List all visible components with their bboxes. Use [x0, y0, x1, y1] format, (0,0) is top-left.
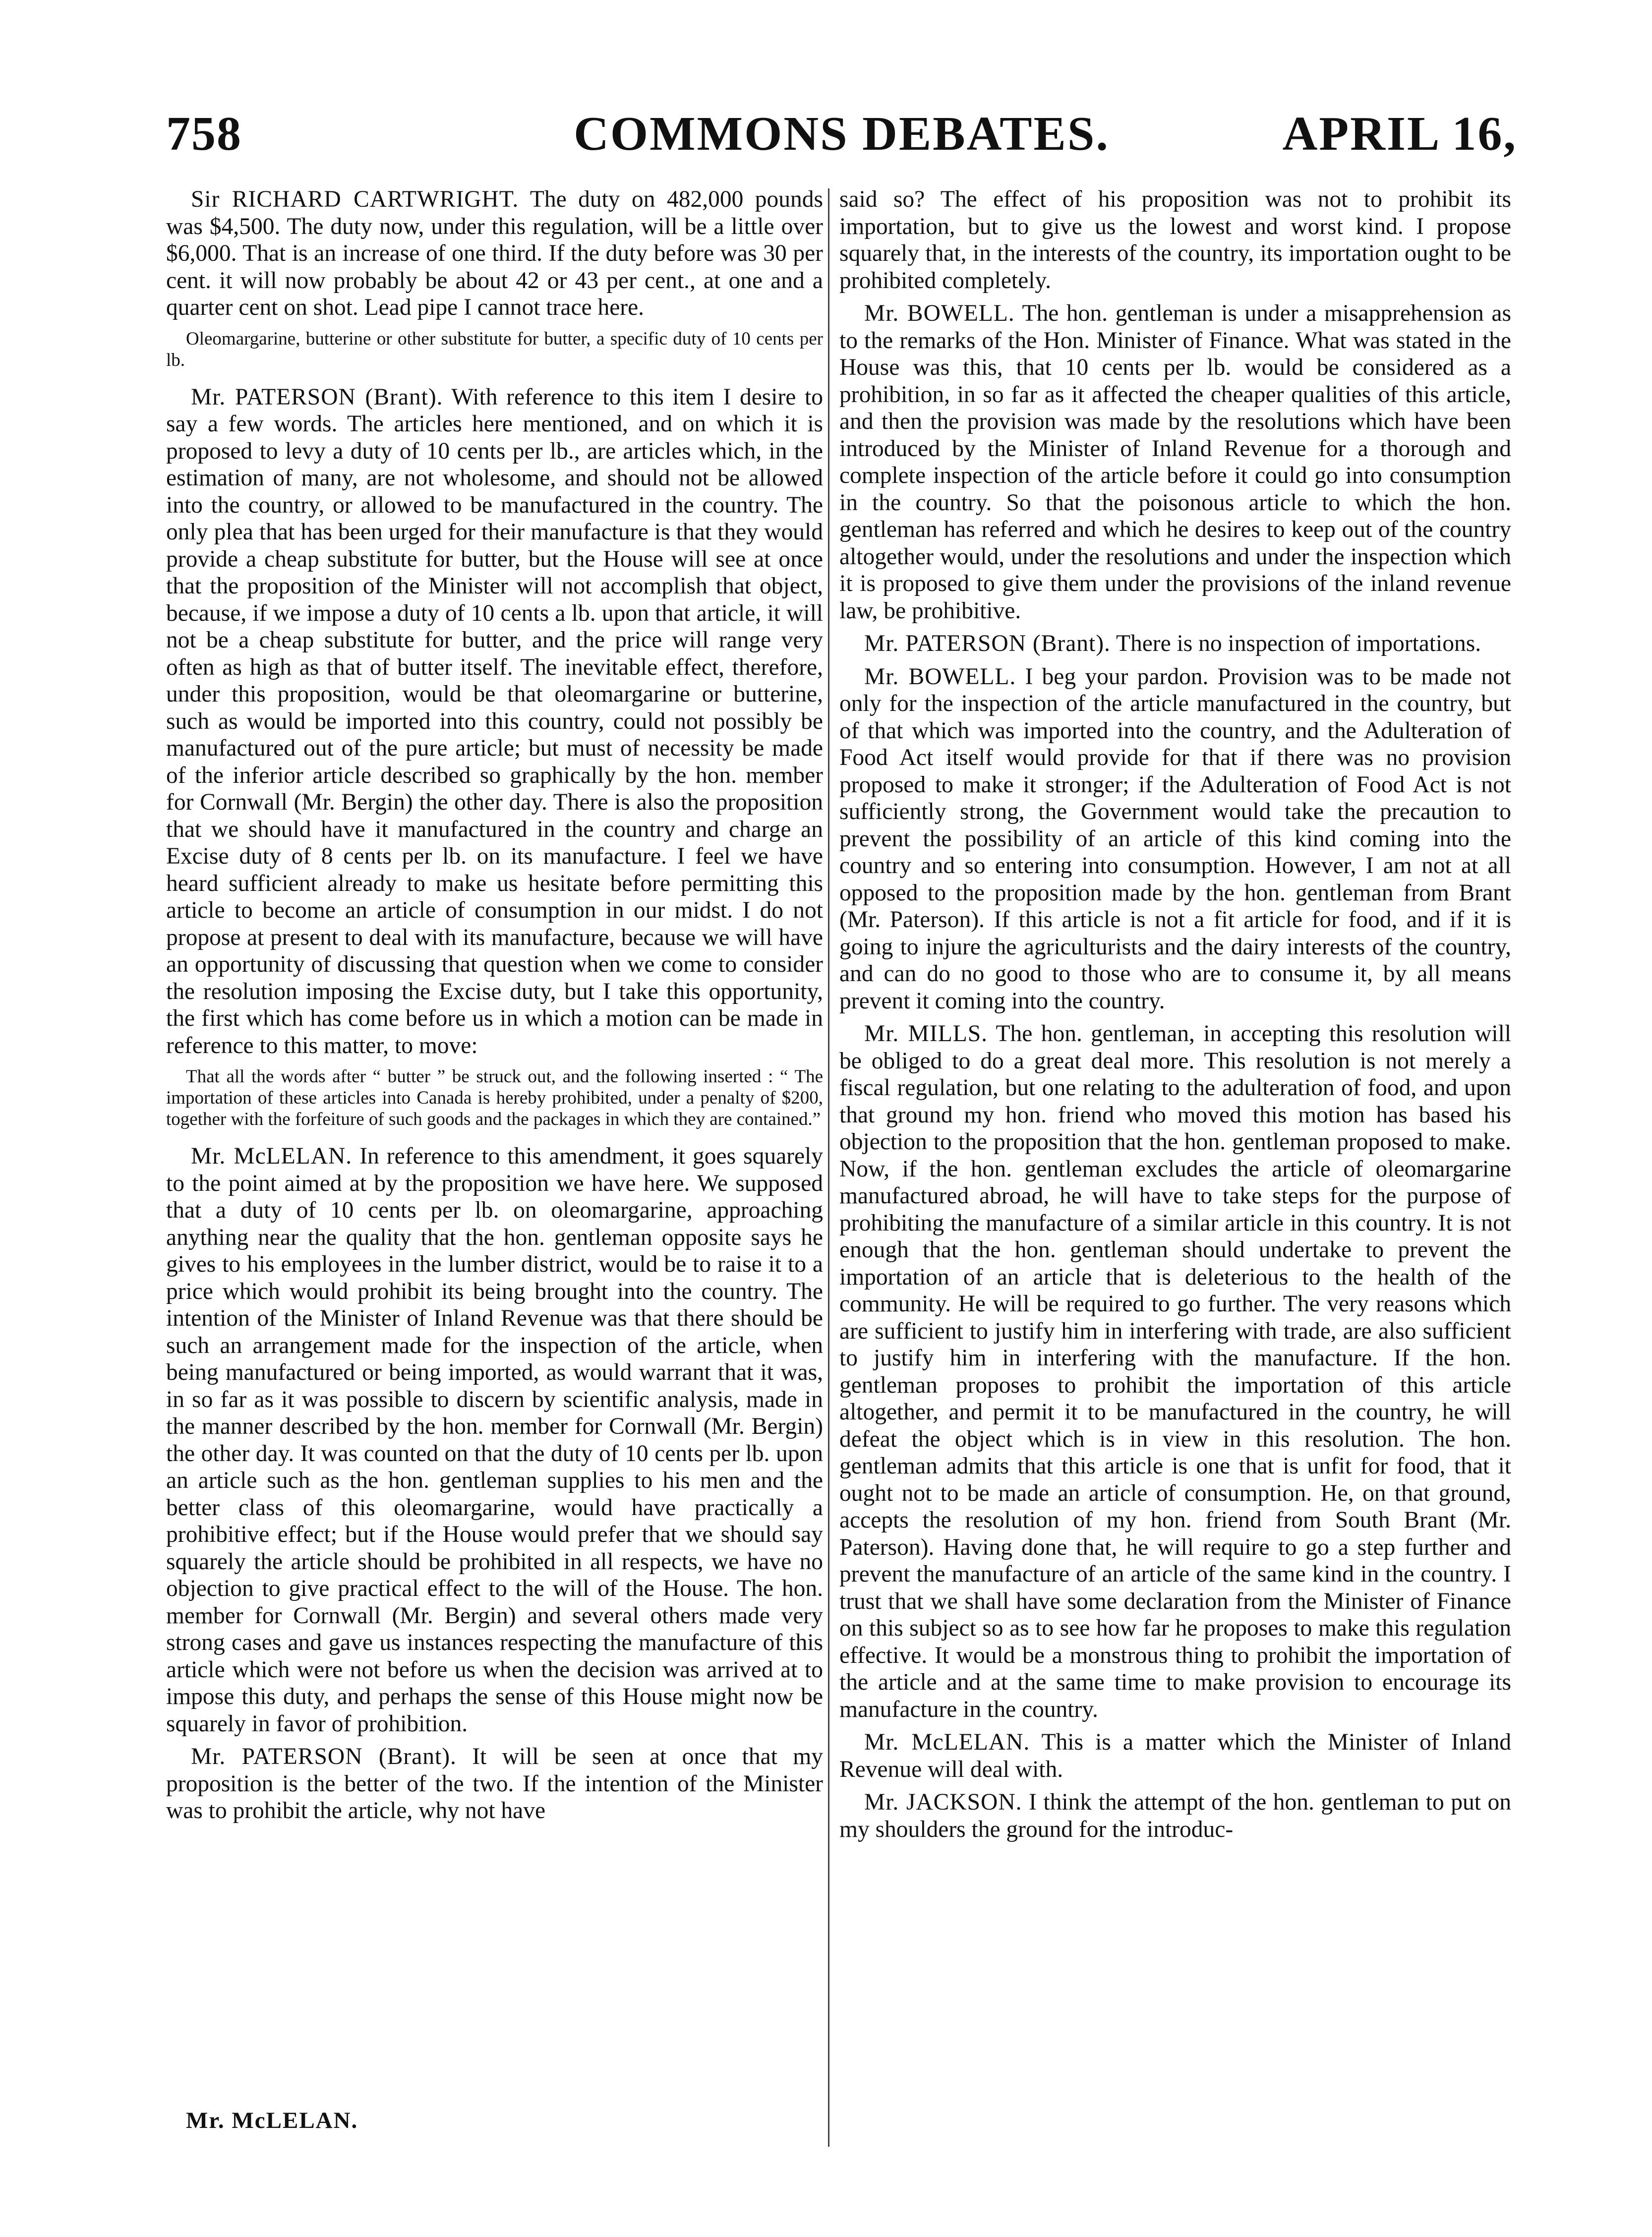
page-header: [166, 106, 1517, 166]
paragraph-text: That all the words after “ butter ” be struck out, and the following inserted : “ The importation of these articles into Canada is hereby prohibited, under a penalty of $200, together with the forfeiture of such goods and the packages in which they are contained.”: [166, 1066, 823, 1129]
paragraph-text: This is a matter which the Minister of Inland Revenue will deal with.: [839, 1729, 1512, 1782]
speaker-name: Mr. McLELAN.: [191, 1143, 353, 1169]
speech-paragraph: [166, 384, 823, 1060]
speech-paragraph: [839, 300, 1511, 624]
paragraph-text: It will be seen at once that my proposition is the better of the two. If the intention of the Minister was to prohibit the article, why not have: [166, 1744, 823, 1824]
speaker-name: Mr. JACKSON.: [864, 1789, 1022, 1815]
speaker-name: Mr. BOWELL.: [864, 663, 1016, 690]
page-number: 758: [166, 107, 242, 161]
header-date: APRIL 16,: [1282, 107, 1517, 161]
speaker-name: Mr. McLELAN.: [864, 1729, 1030, 1755]
motion-text: [166, 1066, 823, 1130]
right-column: [839, 186, 1511, 1849]
paragraph-text: The hon. gentleman, in accepting this resolution will be obliged to do a great deal more. This resolution is not merely a fiscal regulation, but one relating to the adulteration of food, and upon that ground my hon. friend who moved this motion has based his objection to the proposition that the hon. gentleman proposed to make. Now, if the hon. gentleman excludes the article of oleomargarine manufactured abroad, he will have to take steps for the purpose of prohibiting the manufacture of a similar article in this country. It is not enough that the hon. gentleman should undertake to prevent the importation of an article that is deleterious to the health of the community. He will be required to go further. The very reasons which are sufficient to justify him in interfering with trade, are also sufficient to justify him in interfering with the manufacture. If the hon. gentleman proposes to prohibit the importation of this article altogether, and permit it to be manufactured in the country, he will defeat the object which is in view in this resolution. The hon. gentleman admits that this article is one that is unfit for food, that it ought not to be made an article of consumption. He, on that ground, accepts the resolution of my hon. friend from South Brant (Mr. Paterson). Having done that, he will require to go a step further and prevent the manufacture of an article of the same kind in the country. I trust that we shall have some declaration from the Minister of Finance on this subject so as to see how far he proposes to make this regulation effective. It would be a monstrous thing to prohibit the importation of the article and at the same time to make provision to encourage its manufacture in the country.: [839, 1021, 1511, 1722]
paragraph-text: There is no inspection of importations.: [1110, 631, 1481, 656]
speaker-name: Mr. PATERSON (Brant).: [191, 1744, 457, 1769]
left-column: [166, 186, 823, 1830]
speech-paragraph: [839, 630, 1511, 657]
catchword: Mr. McLELAN.: [186, 2108, 358, 2133]
column-divider: [828, 188, 829, 2147]
speech-paragraph: [839, 1729, 1511, 1783]
speech-paragraph: [839, 663, 1511, 1015]
speaker-name: Mr. MILLS.: [864, 1021, 988, 1047]
speaker-name: Mr. PATERSON (Brant).: [191, 384, 443, 410]
speech-paragraph: [839, 1789, 1511, 1843]
paragraph-text: The duty on 482,000 pounds was $4,500. The duty now, under this regulation, will be a little over $6,000. That is an increase of one third. If the duty before was 30 per cent. it will now probably be about 42 or 43 per cent., at one and a quarter cent on shot. Lead pipe I cannot trace here.: [166, 186, 824, 320]
paragraph-text: The hon. gentleman is under a misapprehension as to the remarks of the Hon. Minister of Finance. What was stated in the House was this, that 10 cents per lb. would be considered as a prohibition, in so far as it affected the cheaper qualities of this article, and then the provision was made by the resolutions which have been introduced by the Minister of Inland Revenue for a thorough and complete inspection of the article before it could go into consumption in the country. So that the poisonous article to which the hon. gentleman has referred and which he desires to keep out of the country altogether would, under the resolutions and under the inspection which it is proposed to give them under the provisions of the inland revenue law, be prohibitive.: [839, 300, 1511, 624]
paragraph-text: I beg your pardon. Provision was to be made not only for the inspection of the article manufactured in the country, but of that which was imported into the country, and the Adulteration of Food Act itself would provide for that if there was no provision proposed to make it stronger; if the Adulteration of Food Act is not sufficiently strong, the Government would take the precaution to prevent the possibility of an article of this kind coming into the country and so entering into consumption. However, I am not at all opposed to the proposition made by the hon. gentleman from Brant (Mr. Paterson). If this article is not a fit article for food, and if it is going to injure the agriculturists and the dairy interests of the country, and can do no good to those who are to consume it, by all means prevent it coming into the country.: [839, 663, 1511, 1014]
tariff-item: [166, 328, 823, 371]
paragraph-text: With reference to this item I desire to say a few words. The articles here mentioned, and on which it is proposed to levy a duty of 10 cents per lb., are articles which, in the estimation of many, are not wholesome, and should not be allowed into the country, or allowed to be manufactured in the country. The only plea that has been urged for their manufacture is that they would provide a cheap substitute for butter, but the House will see at once that the proposition of the Minister will not accomplish that object, because, if we impose a duty of 10 cents a lb. upon that article, it will not be a cheap substitute for butter, and the price will range very often as high as that of butter itself. The inevitable effect, therefore, under this proposition, would be that oleomargarine or butterine, such as would be imported into this country, could not possibly be manufactured out of the pure article; but must of necessity be made of the inferior article described so graphically by the hon. member for Cornwall (Mr. Bergin) the other day. There is also the proposition that we should have it manufactured in the country and charge an Excise duty of 8 cents per lb. on its manufacture. I feel we have heard sufficient already to make us hesitate before permitting this article to become an article of consumption in our midst. I do not propose at present to deal with its manufacture, because we will have an opportunity of discussing that question when we come to consider the resolution imposing the Excise duty, but I take this opportunity, the first which has come before us in which a motion can be made in reference to this matter, to move:: [166, 384, 823, 1059]
speech-paragraph: [166, 1143, 823, 1737]
speech-paragraph: [166, 1743, 823, 1825]
running-title: COMMONS DEBATES.: [574, 107, 1110, 161]
speaker-name: Sir RICHARD CARTWRIGHT.: [191, 186, 519, 212]
speech-paragraph: [839, 1020, 1511, 1723]
speech-paragraph: [166, 186, 823, 321]
speaker-name: Mr. PATERSON (Brant).: [864, 631, 1111, 656]
paragraph-text: I think the attempt of the hon. gentleman to put on my shoulders the ground for the introduc-: [839, 1789, 1511, 1842]
paragraph-text: Oleomargarine, butterine or other substitute for butter, a specific duty of 10 cents per lb.: [166, 328, 823, 370]
paragraph-text: In reference to this amendment, it goes squarely to the point aimed at by the proposition we have here. We supposed that a duty of 10 cents per lb. on oleomargarine, approaching anything near the quality that the hon. gentleman opposite says he gives to his employees in the lumber district, would be to raise it to a price which would prohibit its being brought into the country. The intention of the Minister of Inland Revenue was that there should be such an arrangement made for the inspection of the article, when being manufactured or being imported, as would warrant that it was, in so far as it was possible to discern by scientific analysis, made in the manner described by the hon. member for Cornwall (Mr. Bergin) the other day. It was counted on that the duty of 10 cents per lb. upon an article such as the hon. gentleman supplies to his men and the better class of this oleomargarine, would have practically a prohibitive effect; but if the House would prefer that we should say squarely the article should be prohibited in all respects, we have no objection to give practical effect to the will of the House. The hon. member for Cornwall (Mr. Bergin) and several others made very strong cases and gave us instances respecting the manufacture of this article which were not before us when the decision was arrived at to impose this duty, and perhaps the sense of this House might now be squarely in favor of prohibition.: [166, 1143, 823, 1737]
paragraph-text: said so? The effect of his proposition was not to prohibit its importation, but to give us the lowest and worst kind. I propose squarely that, in the interests of the country, its importation ought to be prohibited completely.: [839, 186, 1511, 294]
speech-paragraph: [839, 186, 1511, 294]
speaker-name: Mr. BOWELL.: [864, 300, 1015, 326]
